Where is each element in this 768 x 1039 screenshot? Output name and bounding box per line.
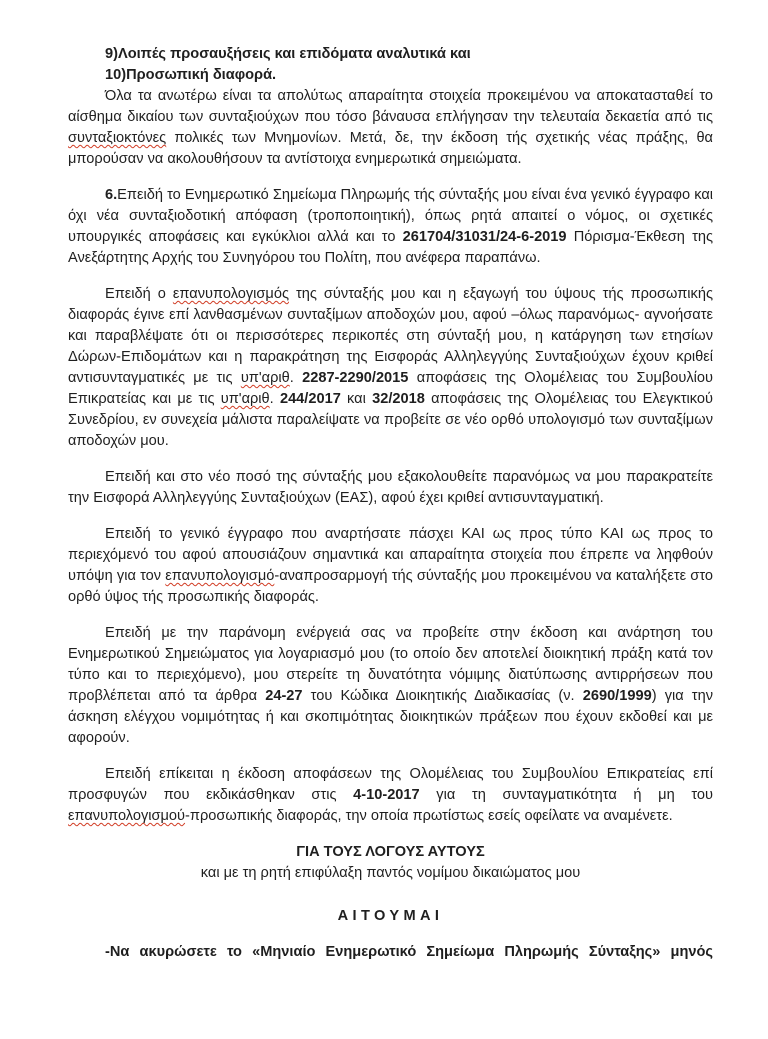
text-run: Επειδή επίκειται η έκδοση αποφάσεων της Ολομέλειας του Συμβουλίου Επικρατείας επί προσφυγών που εκδικάσθηκαν στις <box>68 766 713 803</box>
text-run: Επειδή με την παράνομη ενέργειά σας να προβείτε στην έκδοση και ανάρτηση του Ενημερωτικού Σημειώματος για λογαριασμό μου (το οποίο δεν αποτελεί διοικητική πράξη κατά τον τύπο και το περιεχόμενο), μου στερείτε τη δυνατότητα νόμιμης διατύπωσης αντιρρήσεων που προβλέπεται από τα άρθρα <box>68 625 713 704</box>
text-run: και <box>340 391 373 407</box>
text-run: . <box>269 391 280 407</box>
text-run: -Να ακυρώσετε το «Μηνιαίο Ενημερωτικό Σημείωμα Πληρωμής Σύνταξης» μηνός <box>105 944 713 960</box>
text-run: 6. <box>105 187 118 203</box>
paragraph-request-cancel <box>68 942 713 963</box>
text-run: 244/2017 <box>279 391 341 407</box>
text-run: Πόρισμα-Έκθεση της Ανεξάρτητης Αρχής του Συνηγόρου του Πολίτη, που ανέφερα παραπάνω. <box>68 229 713 266</box>
text-run: 10)Προσωπική διαφορά. <box>105 67 277 83</box>
text-run: και με τη ρητή επιφύλαξη παντός νομίμου δικαιώματος μου <box>200 865 581 881</box>
misspelled-word: επανυπολογισμού <box>68 808 186 824</box>
document-body <box>68 44 713 963</box>
paragraph-intro <box>68 86 713 170</box>
subheading-reservation-of-rights <box>68 863 713 884</box>
paragraph-epeidi-pending-decisions <box>68 764 713 827</box>
text-run: 2690/1999 <box>582 688 652 704</box>
heading-request <box>68 906 713 927</box>
paragraph-epeidi-generic-document <box>68 524 713 608</box>
text-run: πολικές των Μνημονίων. Μετά, δε, την έκδοση τής σχετικής νέας πράξης, θα μπορούσαν να ακολουθήσουν τα αντίστοιχα ενημερωτικά σημειώματα. <box>68 130 713 167</box>
misspelled-word: υπ'αριθ <box>220 391 270 407</box>
text-run: ) για την άσκηση ελέγχου νομιμότητας ή και σκοπιμότητας διοικητικών πράξεων που έχουν εκδοθεί και με αφορούν. <box>68 688 713 746</box>
text-run: -αναπροσαρμογή τής σύνταξής μου προκειμένου να καταλήξετε στο ορθό ύψος τής προσωπικής διαφοράς. <box>68 568 713 605</box>
text-run: 4-10-2017 <box>353 787 420 803</box>
text-run: Επειδή το Ενημερωτικό Σημείωμα Πληρωμής τής σύνταξής μου είναι ένα γενικό έγγραφο και όχι νέα συνταξιοδοτική απόφαση (τροποποιητική), όπως ρητά απαιτεί ο νόμος, οι σχετικές υπουργικές αποφάσεις και εγκύκλιοι αλλά και το <box>68 187 713 245</box>
text-run: ΓΙΑ ΤΟΥΣ ΛΟΓΟΥΣ ΑΥΤΟΥΣ <box>296 844 485 860</box>
misspelled-word: επανυπολογισμό <box>165 568 275 584</box>
misspelled-word: υπ'αριθ <box>240 370 290 386</box>
text-run: για τη συνταγματικότητα ή μη του <box>419 787 713 803</box>
paragraph-epeidi-eas <box>68 467 713 509</box>
misspelled-word: επανυπολογισμός <box>172 286 289 302</box>
misspelled-word: συνταξιοκτόνες <box>68 130 167 146</box>
text-run: αποφάσεις της Ολομέλειας του Συμβουλίου Επικρατείας και με τις <box>68 370 714 407</box>
text-run: ΑΙΤΟΥΜΑΙ <box>337 908 444 924</box>
list-item-10 <box>68 65 713 86</box>
paragraph-6 <box>68 185 713 269</box>
list-item-9 <box>68 44 713 65</box>
heading-for-these-reasons <box>68 842 713 863</box>
text-run: . <box>289 370 303 386</box>
paragraph-epeidi-recalculation <box>68 284 713 452</box>
text-run: 24-27 <box>265 688 303 704</box>
text-run: 261704/31031/24-6-2019 <box>402 229 567 245</box>
paragraph-epeidi-illegal-action <box>68 623 713 749</box>
text-run: -προσωπικής διαφοράς, την οποία πρωτίστως εσείς οφείλατε να αναμένετε. <box>185 808 673 824</box>
text-run: αποφάσεις της Ολομέλειας του Ελεγκτικού Συνεδρίου, εν συνεχεία μάλιστα παραλείψατε να προβείτε σε νέο ορθό υπολογισμό των συνταξίμων αποδοχών μου. <box>68 391 713 449</box>
text-run: 32/2018 <box>372 391 425 407</box>
text-run: Επειδή και στο νέο ποσό της σύνταξής μου εξακολουθείτε παρανόμως να μου παρακρατείτε την Εισφορά Αλληλεγγύης Συνταξιούχων (ΕΑΣ), αφού έχει κριθεί αντισυνταγματική. <box>68 469 713 506</box>
text-run: του Κώδικα Διοικητικής Διαδικασίας (ν. <box>302 688 583 704</box>
text-run: της σύνταξής μου και η εξαγωγή του ύψους τής προσωπικής διαφοράς έγινε επί λανθασμένων συνταξίμων αποδοχών μου, αφού –όλως παρανόμως- αγνοήσατε και παραβλέψατε ότι οι περισσότερες περικοπές στη σύνταξή μου, η κατάργηση των ετησίων Δώρων-Επιδομάτων και η παρακράτηση της Εισφοράς Αλληλεγγύης Συνταξιούχων έχουν κριθεί αντισυνταγματικές με τις <box>68 286 713 386</box>
text-run: Όλα τα ανωτέρω είναι τα απολύτως απαραίτητα στοιχεία προκειμένου να αποκατασταθεί το αίσθημα δικαίου των συνταξιούχων που τόσο βάναυσα επλήγησαν την τελευταία δεκαετία από τις <box>68 88 713 125</box>
text-run: Επειδή το γενικό έγγραφο που αναρτήσατε πάσχει ΚΑΙ ως προς τύπο ΚΑΙ ως προς το περιεχόμενό του αφού απουσιάζουν σημαντικά και απαραίτητα στοιχεία που έπρεπε να ληφθούν υπόψη για τον <box>68 526 713 584</box>
text-run: 2287-2290/2015 <box>302 370 409 386</box>
text-run: 9)Λοιπές προσαυξήσεις και επιδόματα αναλυτικά και <box>105 46 471 62</box>
text-run: Επειδή ο <box>105 286 173 302</box>
